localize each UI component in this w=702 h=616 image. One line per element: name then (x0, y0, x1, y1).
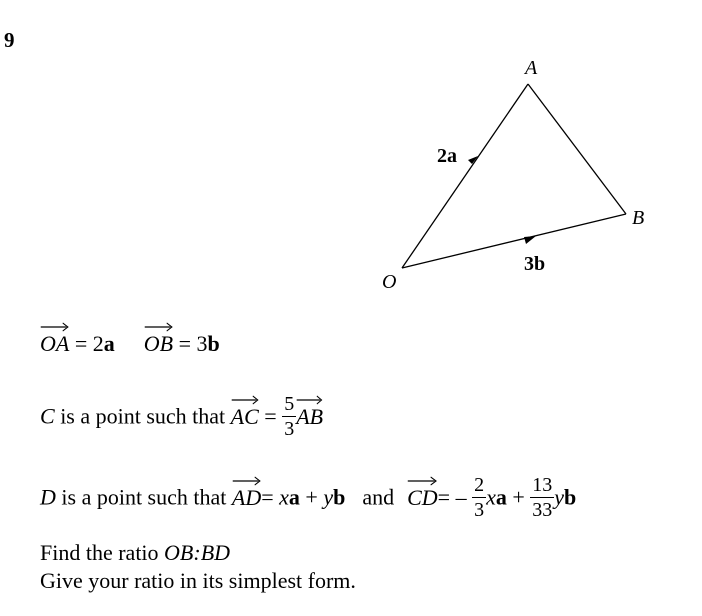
vector-AD-label: AD (231, 484, 262, 510)
vector-OB (144, 333, 173, 355)
frac1-num: 2 (474, 474, 485, 496)
instruction-find-ratio (40, 542, 230, 564)
and-text: and (362, 484, 395, 510)
label-3b: 3b (524, 253, 546, 275)
vector-OA-label: OA (40, 331, 70, 356)
c-text: is a point such that (54, 403, 231, 429)
bold-a: a (103, 331, 115, 356)
bold-b-d: b (333, 484, 346, 510)
bold-b2: b (564, 484, 577, 510)
vector-CD-label: CD (407, 484, 438, 510)
simplest-form-text: Give your ratio in its simplest form. (40, 568, 356, 593)
ratio-OB-BD: OB:BD (164, 540, 231, 565)
bold-a2: a (495, 484, 507, 510)
find-ratio-text: Find the ratio (40, 540, 165, 565)
edge-OB (402, 214, 626, 268)
label-O: O (382, 271, 397, 293)
vector-AB-label: AB (296, 403, 324, 429)
vector-definitions (40, 333, 220, 355)
var-D: D (40, 484, 56, 510)
edge-AB (528, 84, 626, 214)
frac1-den: 3 (474, 499, 485, 521)
point-c-statement (40, 393, 324, 441)
question-number: 9 (4, 28, 15, 52)
label-B: B (632, 207, 645, 229)
vector-AD (231, 484, 262, 510)
frac2-num: 13 (532, 474, 553, 496)
point-d-statement (40, 474, 577, 522)
var-x: x (279, 484, 289, 510)
cd-equals: = – (437, 484, 467, 510)
edge-OA (402, 84, 528, 268)
d-text: is a point such that (55, 484, 232, 510)
label-A: A (525, 57, 538, 79)
vector-CD (407, 484, 438, 510)
frac2-den: 33 (532, 499, 553, 521)
var-x2: x (486, 484, 496, 510)
instruction-simplest-form (40, 570, 356, 592)
ad-equals: = (261, 484, 280, 510)
vector-OB-label: OB (143, 331, 174, 356)
eq-3: = 3 (178, 331, 208, 356)
plus-1: + (299, 484, 324, 510)
fraction-2-3 (472, 475, 486, 520)
fraction-5-3 (282, 394, 296, 439)
vector-OA (40, 333, 69, 355)
label-2a: 2a (437, 145, 457, 167)
var-y2: y (554, 484, 565, 510)
eq-2: = 2 (74, 331, 104, 356)
arrowhead-OB (524, 236, 536, 244)
c-equals: = (264, 403, 277, 429)
vector-AC-label: AC (230, 403, 259, 429)
var-y: y (323, 484, 334, 510)
fraction-13-33 (530, 475, 554, 520)
vector-AB (296, 403, 324, 429)
frac-den: 3 (284, 418, 295, 440)
bold-b: b (207, 331, 220, 356)
bold-a-d: a (288, 484, 300, 510)
var-C: C (40, 403, 55, 429)
triangle-edges (402, 84, 626, 268)
frac-num: 5 (284, 393, 295, 415)
vector-AC (230, 403, 259, 429)
plus-2: + (512, 484, 525, 510)
